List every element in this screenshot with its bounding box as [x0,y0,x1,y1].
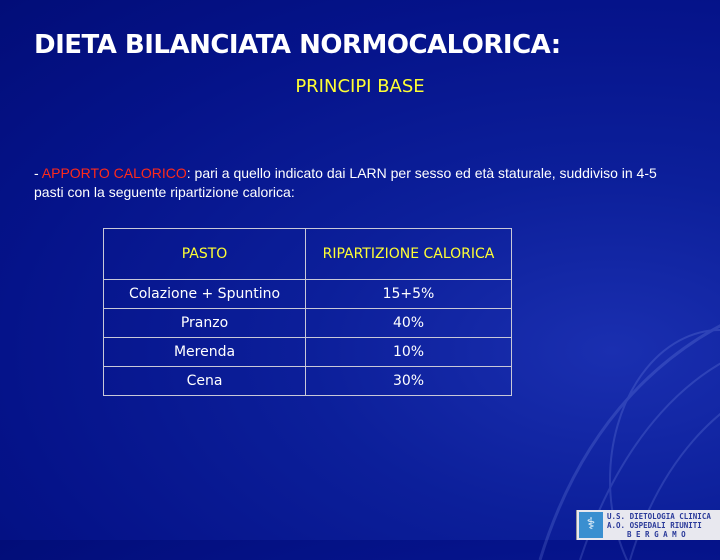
logo-line-2: A.O. OSPEDALI RIUNITI [607,521,702,530]
table-cell-meal: Cena [104,367,306,396]
table-header-row [104,229,512,280]
body-paragraph [34,164,684,202]
table-row [104,367,512,396]
logo-line-1: U.S. DIETOLOGIA CLINICA [607,512,711,521]
background-swoosh [520,180,720,560]
table-cell-meal: Pranzo [104,309,306,338]
table-cell-meal: Colazione + Spuntino [104,280,306,309]
table-header-ripartizione: RIPARTIZIONE CALORICA [306,229,512,280]
body-text: : pari a quello indicato dai LARN per sesso ed età staturale, suddiviso in 4-5 pasti con la seguente ripartizione calorica: [34,165,657,200]
table-row [104,309,512,338]
table-cell-percent: 30% [306,367,512,396]
table-row [104,338,512,367]
caduceus-icon: ⚕ [579,512,603,538]
table-cell-percent: 40% [306,309,512,338]
slide-subtitle: PRINCIPI BASE [295,76,425,97]
table-cell-percent: 15+5% [306,280,512,309]
logo-text [607,512,719,539]
body-highlight: APPORTO CALORICO [41,165,187,181]
hospital-logo [576,510,720,540]
table-row [104,280,512,309]
logo-line-3: B E R G A M O [627,530,686,539]
slide-title: DIETA BILANCIATA NORMOCALORICA: [34,30,561,60]
body-prefix: - [34,165,42,181]
table-cell-percent: 10% [306,338,512,367]
table-header-pasto: PASTO [104,229,306,280]
table-cell-meal: Merenda [104,338,306,367]
calorie-distribution-table [103,228,512,396]
